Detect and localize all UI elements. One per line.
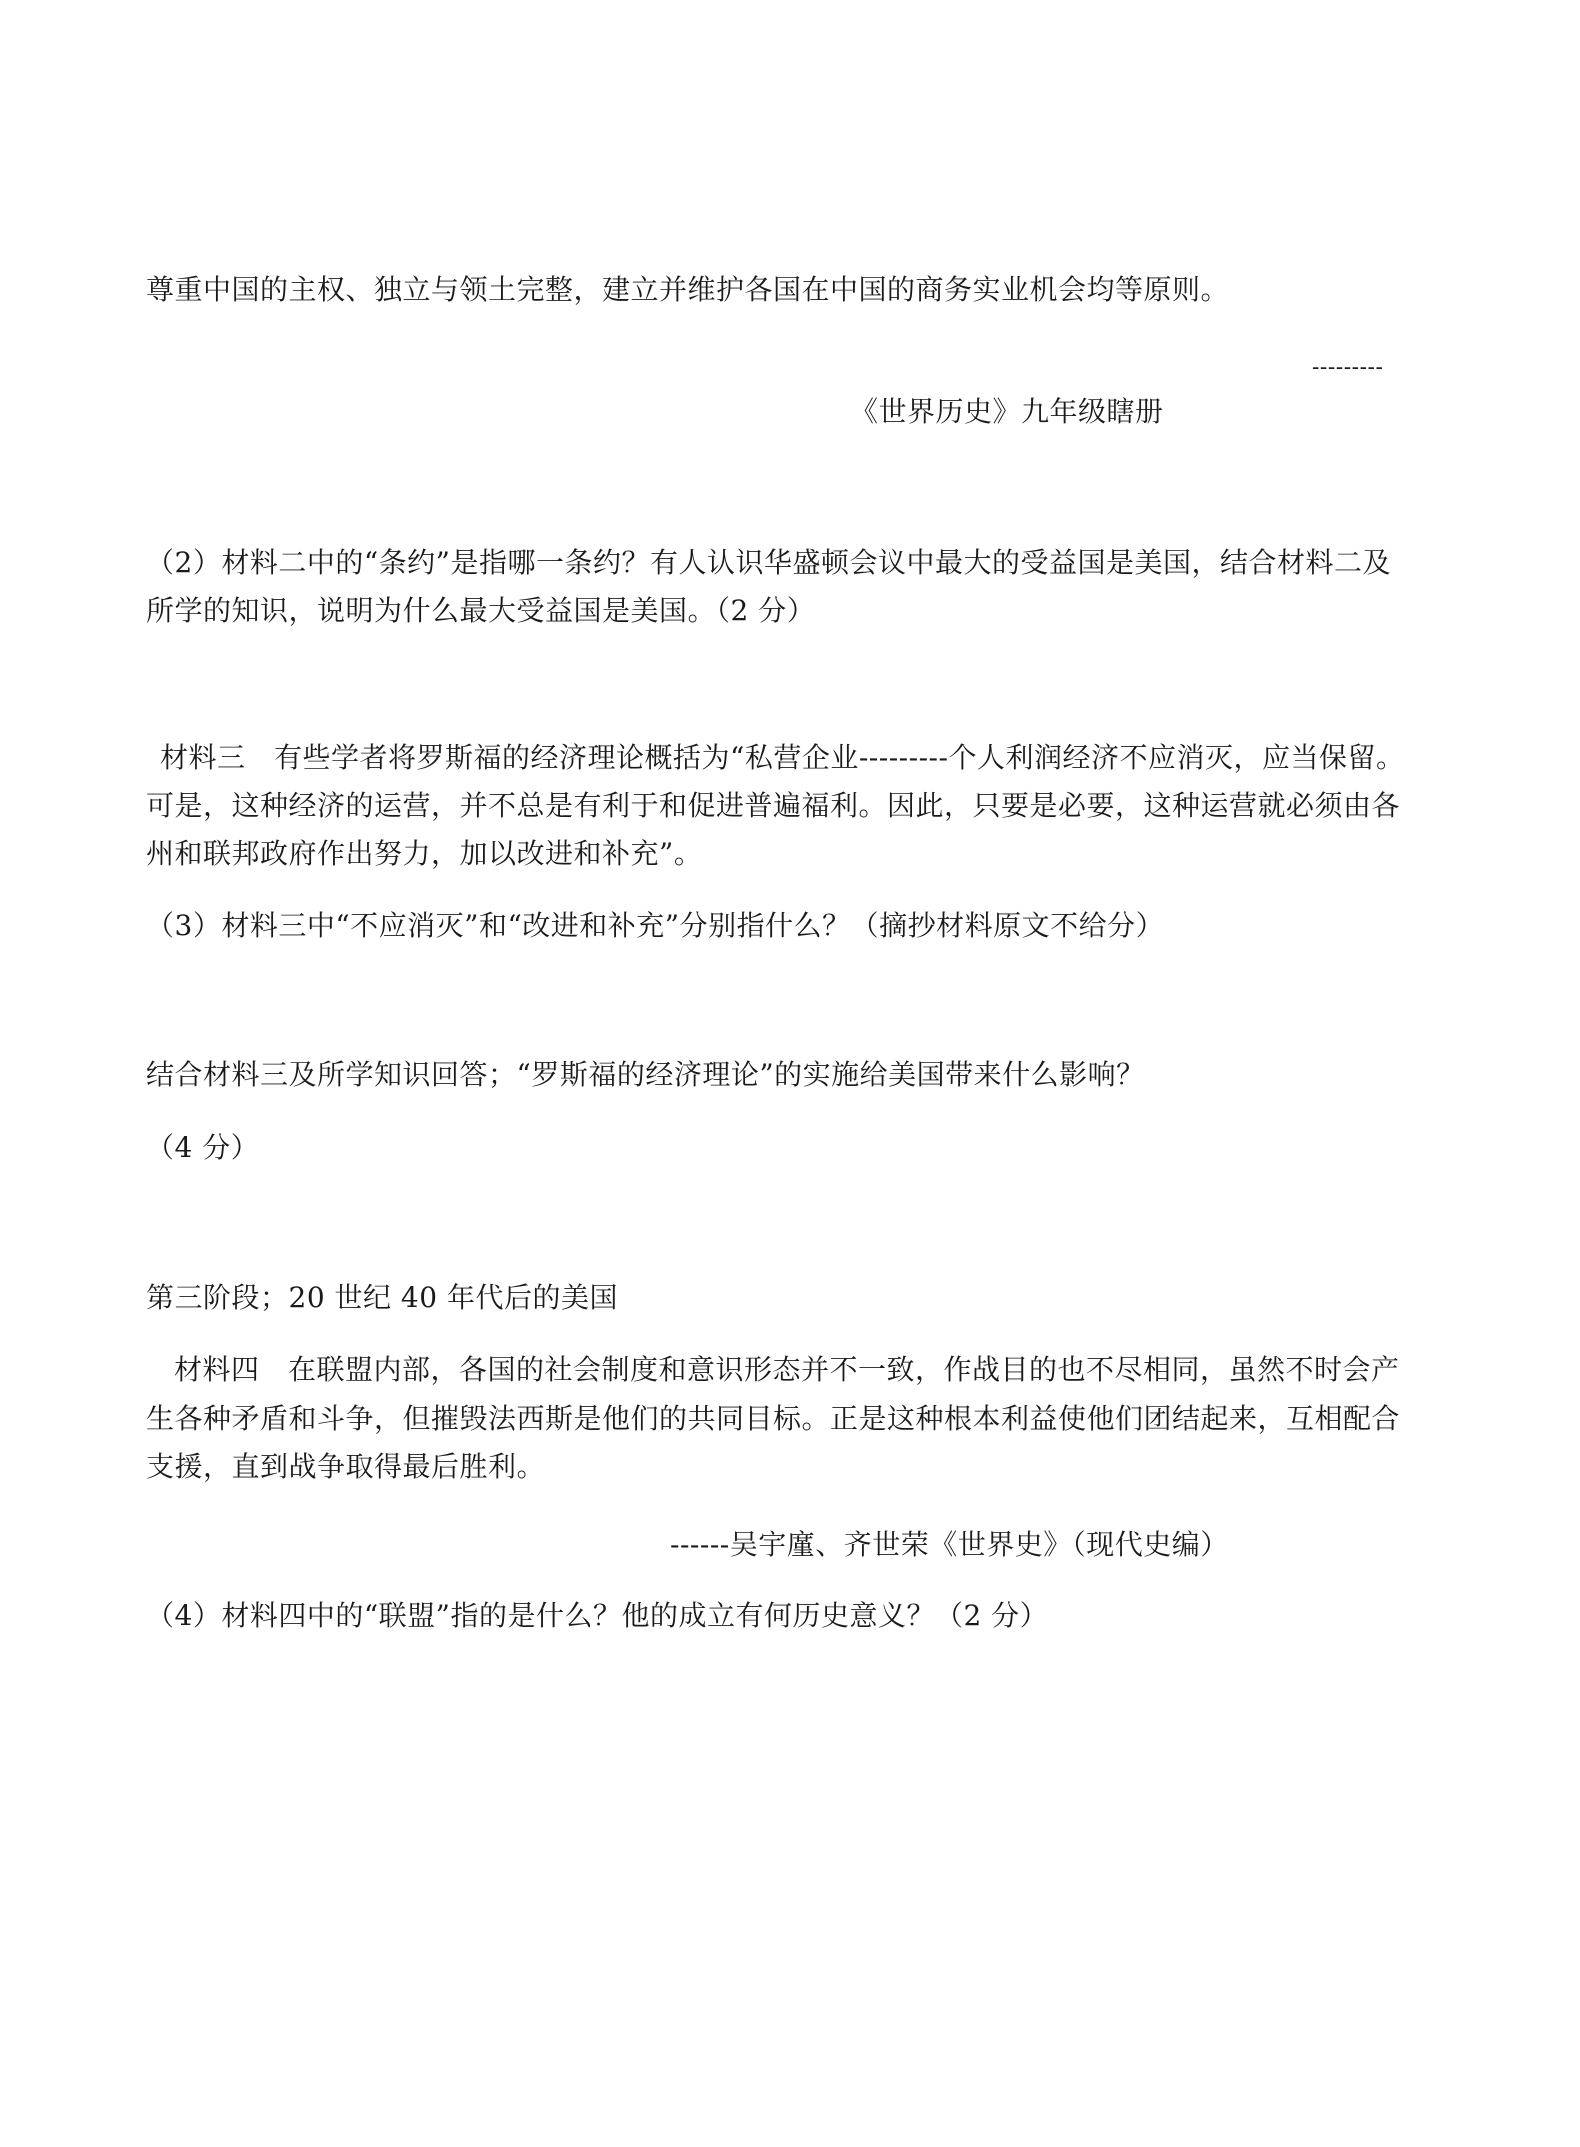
- question-3-score: （4 分）: [146, 1131, 260, 1164]
- question-2-line-1: （2）材料二中的“条约”是指哪一条约？有人认识华盛顿会议中最大的受益国是美国，结合材料二及: [146, 546, 1391, 579]
- material-four-line-2: 生各种矛盾和斗争，但摧毁法西斯是他们的共同目标。正是这种根本利益使他们团结起来，互相配合: [146, 1402, 1401, 1435]
- source-four: ------吴宇廑、齐世荣《世界史》（现代史编）: [670, 1528, 1229, 1561]
- material-three-line-3: 州和联邦政府作出努力，加以改进和补充”。: [146, 837, 703, 870]
- material-four-line-1: 材料四 在联盟内部，各国的社会制度和意识形态并不一致，作战目的也不尽相同，虽然不时会产: [174, 1353, 1400, 1386]
- question-3-line-1: （3）材料三中“不应消灭”和“改进和补充”分别指什么？（摘抄材料原文不给分）: [146, 909, 1165, 942]
- source-one-dash: ---------: [1312, 355, 1384, 380]
- material-three-line-1: 材料三 有些学者将罗斯福的经济理论概括为“私营企业---------个人利润经济不应消灭，应当保留。: [160, 741, 1405, 774]
- question-4-line-1: （4）材料四中的“联盟”指的是什么？他的成立有何历史意义？（2 分）: [146, 1599, 1049, 1632]
- material-one-tail: 尊重中国的主权、独立与领土完整，建立并维护各国在中国的商务实业机会均等原则。: [146, 273, 1230, 306]
- question-2-line-2: 所学的知识，说明为什么最大受益国是美国。（2 分）: [146, 594, 816, 627]
- material-four-line-3: 支援，直到战争取得最后胜利。: [146, 1450, 546, 1483]
- question-3-line-2: 结合材料三及所学知识回答；“罗斯福的经济理论”的实施给美国带来什么影响？: [146, 1058, 1145, 1091]
- source-one-title: 《世界历史》九年级瞎册: [850, 395, 1164, 428]
- material-three-line-2: 可是，这种经济的运营，并不总是有利于和促进普遍福利。因此，只要是必要，这种运营就必须由各: [146, 789, 1401, 822]
- stage-three-heading: 第三阶段；20 世纪 40 年代后的美国: [146, 1281, 618, 1314]
